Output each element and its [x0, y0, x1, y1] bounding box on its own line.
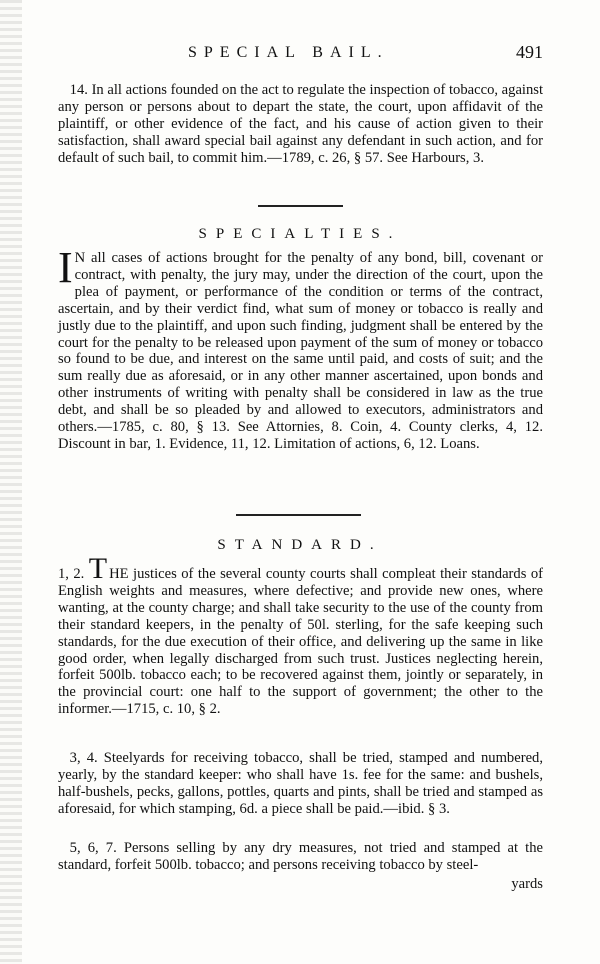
standard-paragraph-5-7: 5, 6, 7. Persons selling by any dry measures, not tried and stamped at the standard, forfeit 500lb. tobacco; and persons receiving tobacco by steel- — [58, 840, 543, 873]
standard-paragraph-3-4: 3, 4. Steelyards for receiving tobacco, shall be tried, stamped and numbered, yearly, by the standard keeper: who shall have 1s. fee for the same: and bushels, half-bushels, pecks, gallons, pottles, quarts and pints, shall be tried and stamped as aforesaid, for which stamping, 6d. a piece shall be paid.—ibid. § 3. — [58, 750, 543, 817]
section-rule — [258, 205, 343, 207]
drop-cap: T — [88, 552, 108, 585]
standard-body-1-2: HE justices of the several county courts shall compleat their standards of English weights and measures, where defective; and provide new ones, where wanting, at the county charge; and shall take security to the use of the county from their standard keepers, in the penalty of 50l. sterling, for the safe keeping such standards, for the due execution of their office, and delivering up the same in like good order, when legally discharged from such trust. Justices neglecting herein, forfeit 500lb. tobacco each; to be recovered against them, jointly or separately, in the provincial court: one half to the support of government; the other to the informer.—1715, c. 10, § 2. — [58, 566, 543, 718]
catchword: yards — [511, 876, 543, 892]
specialties-body: N all cases of actions brought for the penalty of any bond, bill, covenant or contract, with penalty, the jury may, under the direction of the court, upon the plea of payment, or performance of the condition or terms of the contract, ascertain, and by their verdict find, what sum of money or tobacco is really and justly due to the plaintiff, and upon such finding, judgment shall be entered by the court for the penalty to be released upon payment of the sum of money or tobacco so found to be due, and interest on the same until paid, and costs of suit; and the sum really due as aforesaid, or in any other manner ascertained, upon bonds and other instruments of writing with penalty shall be considered in law as the true debt, and shall be so pleaded by and allowed to executors, administrators and others.—1785, c. 80, § 13. See Attornies, 8. Coin, 4. County clerks, 4, 12. Discount in bar, 1. Evidence, 11, 12. Limitation of actions, 6, 12. Loans. — [58, 250, 543, 452]
section-heading-standard: STANDARD. — [217, 537, 383, 553]
page-number: 491 — [516, 42, 543, 62]
page-header — [58, 44, 543, 68]
special-bail-paragraph-14: 14. In all actions founded on the act to regulate the inspection of tobacco, against any person or persons about to depart the state, the court, upon affidavit of the plaintiff, or other evidence of the fact, and his cause of action given to their satisfaction, shall award special bail against any defendant in such action, and for default of such bail, to commit him.—1789, c. 26, § 57. See Harbours, 3. — [58, 82, 544, 166]
running-head: SPECIAL BAIL. — [188, 44, 389, 61]
drop-cap: I — [58, 243, 73, 292]
section-rule — [236, 514, 361, 516]
specialties-paragraph — [58, 243, 543, 453]
standard-paragraph-1-2 — [58, 552, 543, 718]
section-heading-specialties: SPECIALTIES. — [198, 226, 402, 242]
page-edge-shadow — [0, 0, 22, 964]
paragraph-number: 1, 2. — [58, 566, 85, 582]
